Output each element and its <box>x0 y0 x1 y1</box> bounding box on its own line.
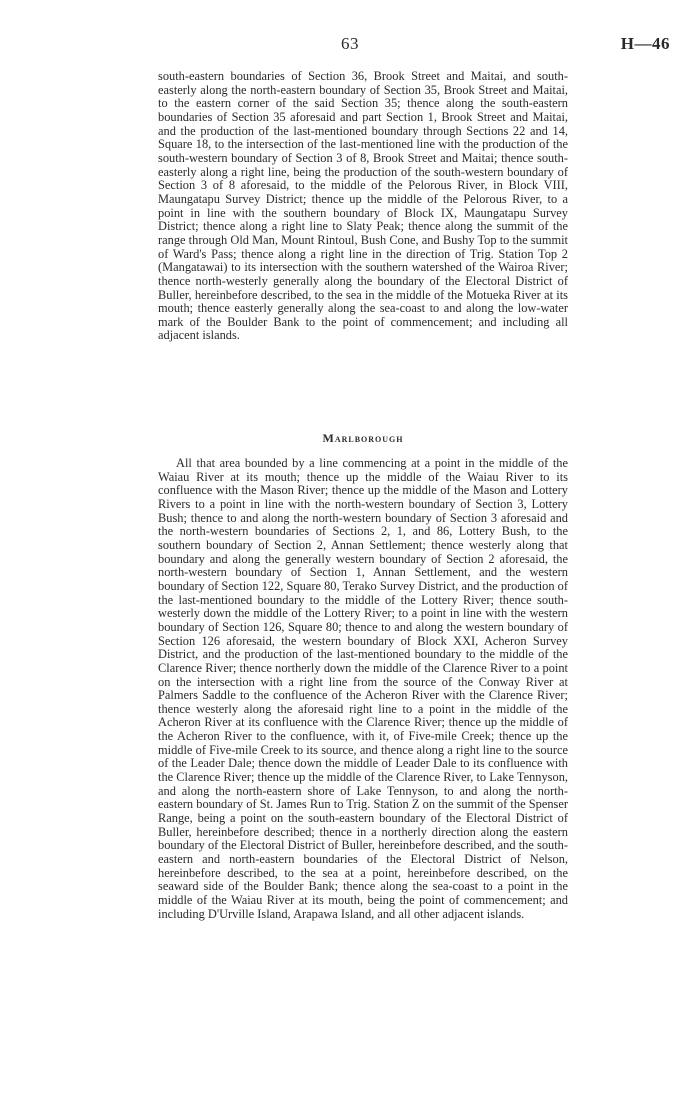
section-heading-marlborough: Marlborough <box>322 431 404 445</box>
marlborough-paragraph: All that area bounded by a line commencing at a point in the middle of the Waiau River at its mouth; thence up the middle of the Waiau River to its confluence with the Mason River; thence up the middle of the Mason and Lottery Rivers to a point in line with the north-western boundary of Section 3, Lottery Bush; thence to and along the north-western boundary of Section 3 aforesaid and the north-western boundaries of Sections 2, 1, and 86, Lottery Bush, to the southern boundary of Section 2, Annan Settlement; thence westerly along that boundary and along the generally western boundary of Section 2 aforesaid, the north-western boundary of Section 1, Annan Settlement, and the western boundary of Section 122, Square 80, Terako Survey District, and the production of the last-mentioned boundary to the middle of the Lottery River; thence south-westerly down the middle of the Lottery River; to a point in line with the western boundary of Section 126, Square 80; thence to and along the western boundary of Section 126 aforesaid, the western boundary of Block XXI, Acheron Survey District, and the production of the last-mentioned boundary to the middle of the Clarence River; thence northerly down the middle of the Clarence River to a point on the intersection with a right line from the source of the Conway River at Palmers Saddle to the confluence of the Acheron River with the Clarence River; thence westerly along the aforesaid right line to a point in the middle of the Acheron River at its confluence with the Clarence River; thence up the middle of the Acheron River to the confluence, with it, of Five-mile Creek; thence up the middle of Five-mile Creek to its source, and thence along a right line to the source of the Leader Dale; thence down the middle of Leader Dale to its confluence with the Clarence River; thence up the middle of the Clarence River, to Lake Tennyson, and along the north-eastern shore of Lake Tennyson, to and along the north-eastern boundary of St. James Run to Trig. Station Z on the summit of the Spenser Range, being a point on the south-eastern boundary of the Electoral District of Buller, hereinbefore described; thence in a northerly direction along the eastern boundary of the Electoral District of Buller, hereinbefore described, and the south-eastern and north-eastern boundaries of the Electoral District of Nelson, hereinbefore described, to the sea at a point, hereinbefore described, on the seaward side of the Boulder Bank; thence along the sea-coast to a point in the middle of the Waiau River at its mouth, being the point of commencement; and including D'Urville Island, Arapawa Island, and all other adjacent islands. <box>158 456 568 921</box>
continuation-paragraph: south-eastern boundaries of Section 36, Brook Street and Maitai, and south-easterly along the north-eastern boundary of Section 35, Brook Street and Maitai, to the eastern corner of the said Section 35; thence along the south-eastern boundaries of Section 35 aforesaid and part Section 1, Brook Street and Maitai, and the production of the last-mentioned boundary through Sections 22 and 14, Square 18, to the intersection of the last-mentioned line with the production of the south-western boundary of Section 3 of 8, Brook Street and Maitai; thence south-easterly along a right line, being the production of the south-western boundary of Section 3 of 8 aforesaid, to the middle of the Pelorous River, in Block VIII, Maungatapu Survey District; thence up the middle of the Pelorous River, to a point in line with the southern boundary of Block IX, Maungatapu Survey District; thence along a right line to Slaty Peak; thence along the summit of the range through Old Man, Mount Rintoul, Bush Cone, and Bushy Top to the summit of Ward's Pass; thence along a right line in the direction of Trig. Station Top 2 (Mangatawai) to its intersection with the southern watershed of the Wairoa River; thence north-westerly generally along the boundary of the Electoral District of Buller, hereinbefore described, to the sea in the middle of the Motueka River at its mouth; thence easterly generally along the sea-coast to and along the low-water mark of the Boulder Bank to the point of commencement; and including all adjacent islands. <box>158 69 568 343</box>
document-reference: H—46 <box>620 34 670 53</box>
page-number: 63 <box>341 34 359 53</box>
